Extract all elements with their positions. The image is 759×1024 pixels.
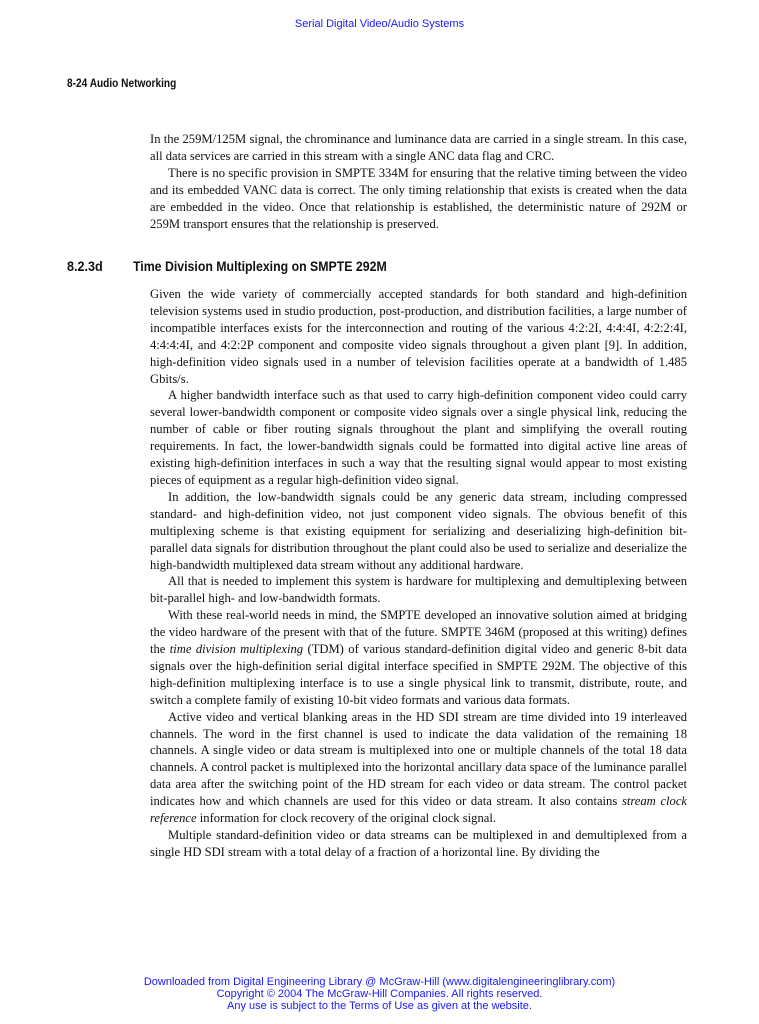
- paragraph: In the 259M/125M signal, the chrominance and luminance data are carried in a single stream. In this case, all data services are carried in this stream with a single ANC data flag and CRC.: [150, 132, 687, 163]
- paragraph: Multiple standard-definition video or data streams can be multiplexed in and demultiplexed from a single HD SDI stream with a total delay of a fraction of a horizontal line. By dividing the: [150, 828, 687, 859]
- footer: [0, 976, 759, 1012]
- footer-download-link[interactable]: Downloaded from Digital Engineering Library @ McGraw-Hill (www.digitalengineeringlibrary.com): [143, 976, 616, 988]
- section-heading: [67, 258, 707, 274]
- paragraph: In addition, the low-bandwidth signals could be any generic data stream, including compressed standard- and high-definition video, not just component video signals. The obvious benefit of this multiplexing scheme is that existing equipment for serializing and deserializing high-definition bit-parallel data signals for distribution throughout the plant could also be used to serialize and deserialize the high-bandwidth multiplexed data stream without any additional hardware.: [150, 489, 687, 572]
- intro-text: [150, 131, 687, 232]
- footer-copyright[interactable]: Copyright © 2004 The McGraw-Hill Companies. All rights reserved.: [216, 988, 543, 1000]
- footer-terms-link[interactable]: Any use is subject to the Terms of Use as given at the website.: [227, 1000, 532, 1012]
- paragraph: [150, 607, 687, 708]
- paragraph: [150, 709, 687, 827]
- text-run: With these real-world needs in mind, the SMPTE developed an innovative solution aimed at bridging the video hardware of the present with that of the future. SMPTE 346M (proposed at this writing) defines the: [150, 608, 687, 657]
- book-title-link[interactable]: Serial Digital Video/Audio Systems: [294, 18, 465, 30]
- section-number: 8.2.3d: [67, 258, 103, 274]
- italic-term: stream clock reference: [150, 794, 688, 826]
- italic-term: time division multiplexing: [169, 642, 304, 657]
- text-run: (TDM) of various standard-definition digital video and generic 8-bit data signals over the high-definition serial digital interface specified in SMPTE 292M. The objective of this high-definition multiplexing interface is to use a single physical link to transmit, distribute, route, and switch a complete family of existing 10-bit video formats and various data formats.: [150, 642, 687, 707]
- section-title: Time Division Multiplexing on SMPTE 292M: [133, 258, 387, 274]
- paragraph: Given the wide variety of commercially accepted standards for both standard and high-definition television systems used in studio production, post-production, and distribution facilities, a large number of incompatible interfaces exists for the interconnection and routing of the various 4:2:2I, 4:4:4I, 4:2:2:4I, 4:4:4:4I, and 4:2:2P component and composite video signals throughout a given plant [9]. In addition, high-definition video signals used in a number of television facilities operate at a bandwidth of 1.485 Gbits/s.: [150, 287, 687, 386]
- paragraph: There is no specific provision in SMPTE 334M for ensuring that the relative timing between the video and its embedded VANC data is correct. The only timing relationship that exists is created when the data are embedded in the video. Once that relationship is established, the deterministic nature of 292M or 259M transport ensures that the relationship is preserved.: [150, 165, 687, 231]
- text-run: information for clock recovery of the original clock signal.: [196, 811, 496, 826]
- running-head: 8-24 Audio Networking: [67, 78, 177, 90]
- section-body: [150, 286, 687, 861]
- text-run: Active video and vertical blanking areas in the HD SDI stream are time divided into 19 interleaved channels. The word in the first channel is used to indicate the data validation of the remaining 18 channels. A single video or data stream is multiplexed into one or multiple channels of the total 18 data channels. A control packet is multiplexed into the horizontal ancillary data space of the luminance parallel data area after the switching point of the HD stream for each video or data stream. The control packet indicates how and which channels are used for this video or data stream. It also contains: [150, 709, 687, 809]
- paragraph: A higher bandwidth interface such as that used to carry high-definition component video could carry several lower-bandwidth component or composite video signals over a single physical link, reducing the number of cable or fiber routing signals throughout the plant and simplifying the overall routing requirements. In fact, the lower-bandwidth signals could be formatted into digital active line areas of existing high-definition interfaces in such a way that the resulting signal would appear to most existing pieces of equipment as a regular high-definition video signal.: [150, 388, 687, 487]
- paragraph: All that is needed to implement this system is hardware for multiplexing and demultiplexing between bit-parallel high- and low-bandwidth formats.: [150, 574, 687, 606]
